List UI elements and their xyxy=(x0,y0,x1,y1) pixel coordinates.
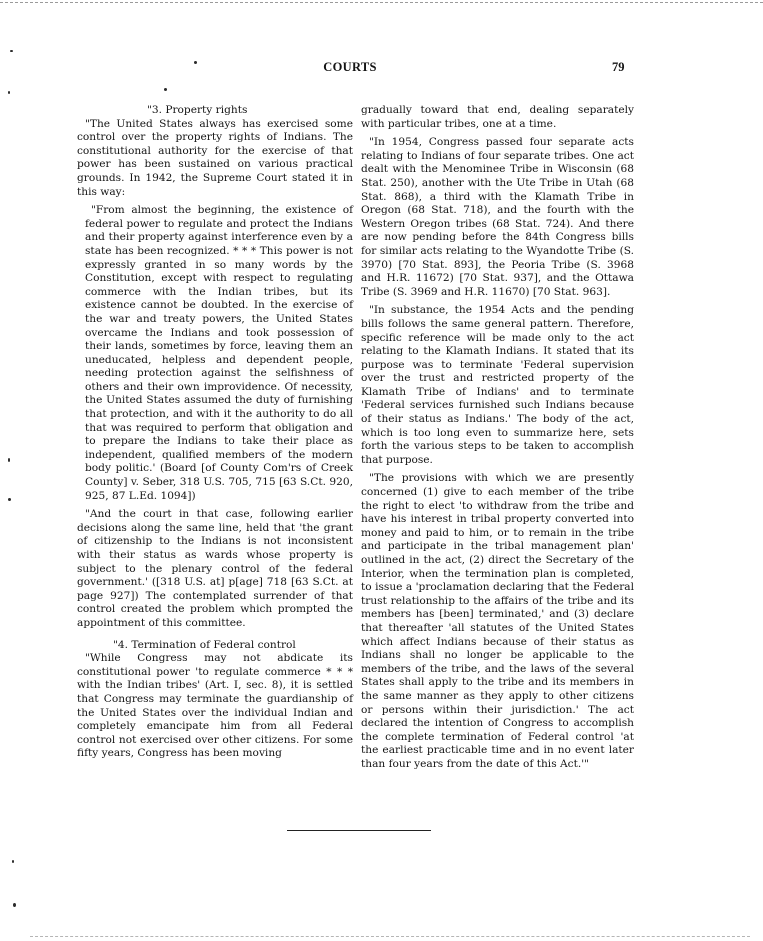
scan-speck xyxy=(8,498,11,501)
paragraph: "In substance, the 1954 Acts and the pending bills follows the same general pattern. Therefore, specific reference will be made only to the act relating to the Klamath Indians. It stated that its purpose was to terminate 'Federal supervision over the trust and restricted property of the Klamath Tribe of Indians' and to terminate 'Federal services furnished such Indians because of their status as Indians.' The body of the act, which is too long even to summarize here, sets forth the various steps to be taken to accomplish that purpose. xyxy=(361,304,634,466)
scan-speck xyxy=(8,458,10,462)
section-end-rule xyxy=(287,830,431,831)
paragraph: "The provisions with which we are presently concerned (1) give to each member of the tribe the right to elect 'to withdraw from the tribe and have his interest in tribal property converted into money and paid to him, or to remain in the tribe and participate in the tribal management plan' outlined in the act, (2) direct the Secretary of the Interior, when the termination plan is completed, to issue a 'proclamation declaring that the Federal trust relationship to the affairs of the tribe and its members has [been] terminated,' and (3) declare that thereafter 'all statutes of the United States which affect Indians because of their status as Indians shall no longer be applicable to the members of the tribe, and the laws of the several States shall apply to the tribe and its members in the same manner as they apply to other citizens or persons within their jurisdiction.' The act declared the intention of Congress to accomplish the complete termination of Federal control 'at the earliest practicable time and in no event later than four years from the date of this Act.'" xyxy=(361,472,634,770)
paragraph: "And the court in that case, following earlier decisions along the same line, held that 'the grant of citizenship to the Indians is not inconsistent with their status as wards whose property is subject to the plenary control of the federal government.' ([318 U.S. at] p[age] 718 [63 S.Ct. at page 927]) The contemplated surrender of that control created the problem which prompted the appointment of this committee. xyxy=(77,508,353,629)
paragraph: "In 1954, Congress passed four separate acts relating to Indians of four separate tribes. One act dealt with the Menominee Tribe in Wisconsin (68 Stat. 250), another with the Ute Tribe in Utah (68 Stat. 868), a third with the Klamath Tribe in Oregon (68 Stat. 718), and the fourth with the Western Oregon tribes (68 Stat. 724). And there are now pending before the 84th Congress bills for similar acts relating to the Wyandotte Tribe (S. 3970) [70 Stat. 893], the Peoria Tribe (S. 3968 and H.R. 11672) [70 Stat. 937], and the Ottawa Tribe (S. 3969 and H.R. 11670) [70 Stat. 963]. xyxy=(361,136,634,298)
block-quote: "From almost the beginning, the existence of federal power to regulate and protect the Indians and their property against interference even by a state has been recognized. * * * This power is not expressly granted in so many words by the Constitution, except with respect to regulating commerce with the Indian tribes, but its existence cannot be doubted. In the exercise of the war and treaty powers, the United States overcame the Indians and took possession of their lands, sometimes by force, leaving them an uneducated, helpless and dependent people, needing protection against the selfishness of others and their own improvidence. Of necessity, the United States assumed the duty of furnishing that protection, and with it the authority to do all that was required to perform that obligation and to prepare the Indians to take their place as independent, qualified members of the modern body politic.' (Board [of County Com'rs of Creek County] v. Seber, 318 U.S. 705, 715 [63 S.Ct. 920, 925, 87 L.Ed. 1094]) xyxy=(85,204,353,502)
paragraph: gradually toward that end, dealing separately with particular tribes, one at a time. xyxy=(361,104,634,130)
page-number: 79 xyxy=(612,60,625,74)
scan-speck xyxy=(8,91,10,94)
paragraph: "The United States always has exercised some control over the property rights of Indians. The constitutional authority for the exercise of that power has been sustained on various practical grounds. In 1942, the Supreme Court stated it in this way: xyxy=(77,117,353,198)
scan-speck xyxy=(13,903,16,907)
section-heading-termination: "4. Termination of Federal control xyxy=(113,638,296,651)
bottom-scan-edge-rule xyxy=(30,936,750,937)
running-title: COURTS xyxy=(323,60,377,74)
paragraph: "While Congress may not abdicate its constitutional power 'to regulate commerce * * * with the Indian tribes' (Art. I, sec. 8), it is settled that Congress may terminate the guardianship of the United States over the individual Indian and completely emancipate him from all Federal control not exercised over other citizens. For some fifty years, Congress has been moving xyxy=(77,652,353,760)
scan-speck xyxy=(164,88,167,91)
scan-speck xyxy=(10,50,13,52)
page-header xyxy=(0,60,763,78)
right-column xyxy=(361,104,634,772)
scan-speck xyxy=(12,860,14,863)
section-heading-property-rights: "3. Property rights xyxy=(147,104,248,116)
top-scan-edge-rule xyxy=(0,2,763,3)
left-column xyxy=(77,104,353,761)
